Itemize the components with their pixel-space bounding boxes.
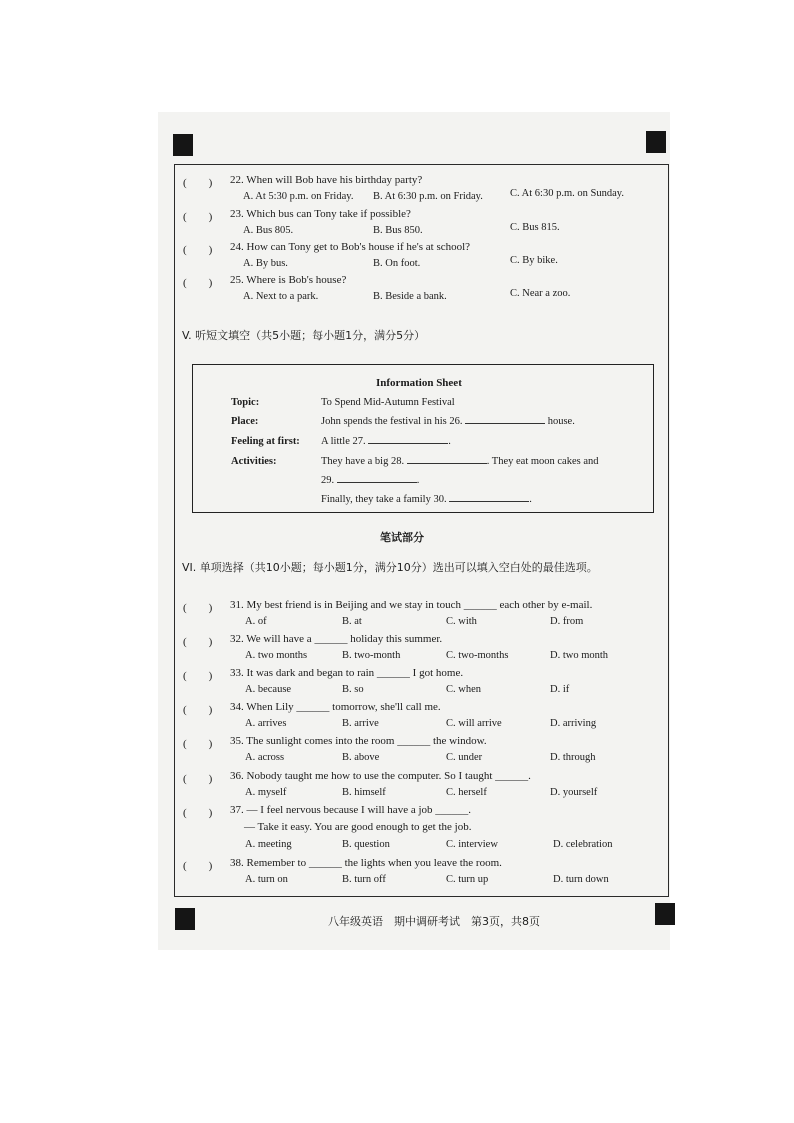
option-d: D. two month [550,650,609,661]
option-d: D. arriving [550,718,597,729]
question-35 [0,735,794,769]
option-a: A. Next to a park. [243,291,319,302]
information-sheet [192,364,654,513]
question-text: 31. My best friend is in Beijing and we stay in touch ______ each other by e-mail. [230,599,593,611]
question-text: 23. Which bus can Tony take if possible? [230,208,411,220]
place-label: Place: [231,416,259,427]
option-b: B. arrive [342,718,379,729]
answer-bracket[interactable]: ( ) [183,277,213,289]
question-33 [0,667,794,701]
question-34 [0,701,794,735]
answer-bracket[interactable]: ( ) [183,807,213,819]
question-text: 37. — I feel nervous because I will have a job ______. [230,804,472,816]
question-text: 22. When will Bob have his birthday party? [230,174,423,186]
option-a: A. two months [245,650,308,661]
question-36 [0,770,794,804]
topic-value [321,397,455,408]
answer-bracket[interactable]: ( ) [183,602,213,614]
answer-bracket[interactable]: ( ) [183,636,213,648]
option-a: A. By bus. [243,258,288,269]
line-29 [321,475,419,486]
section-5-title: V. 听短文填空（共5小题；每小题1分，满分5分） [182,329,426,342]
option-c: C. turn up [446,874,489,885]
feeling-value [321,436,451,447]
option-b: B. question [342,839,390,850]
option-b: B. Bus 850. [373,225,423,236]
option-b: B. himself [342,787,386,798]
topic-label: Topic: [231,397,260,408]
answer-bracket[interactable]: ( ) [183,704,213,716]
question-37 [0,804,794,854]
answer-bracket[interactable]: ( ) [183,670,213,682]
registration-mark-top-right [646,131,666,153]
option-b: B. turn off [342,874,386,885]
option-b: B. On foot. [373,258,421,269]
option-d: D. celebration [553,839,613,850]
line-30-after: . [529,494,532,505]
answer-bracket[interactable]: ( ) [183,177,213,189]
written-part-title: 笔试部分 [380,531,424,544]
dialogue-reply: — Take it easy. You are good enough to get the job. [244,821,472,833]
question-31 [0,599,794,633]
top-rule [174,164,668,165]
blank-27[interactable] [368,442,448,444]
line-30-text: Finally, they take a family 30. [321,494,447,505]
option-b: B. at [342,616,362,627]
option-b: B. two-month [342,650,401,661]
option-b: B. so [342,684,364,695]
blank-28[interactable] [407,462,487,464]
option-a: A. across [245,752,285,763]
answer-bracket[interactable]: ( ) [183,244,213,256]
information-sheet-heading: Information Sheet [376,377,462,389]
bottom-rule [174,896,668,897]
question-32 [0,633,794,667]
option-d: D. yourself [550,787,598,798]
activities-value [321,456,599,467]
question-24 [0,241,794,275]
option-b: B. At 6:30 p.m. on Friday. [373,191,483,202]
page-footer: 八年级英语 期中调研考试 第3页，共8页 [328,915,540,928]
activities-label: Activities: [231,456,277,467]
blank-29[interactable] [337,481,417,483]
option-c: C. herself [446,787,487,798]
question-text: 24. How can Tony get to Bob's house if he's at school? [230,241,471,253]
option-c: C. Bus 815. [510,222,560,233]
answer-bracket[interactable]: ( ) [183,211,213,223]
option-c: C. By bike. [510,255,558,266]
answer-bracket[interactable]: ( ) [183,860,213,872]
option-c: C. with [446,616,477,627]
registration-mark-top-left [173,134,193,156]
place-value [321,416,575,427]
option-c: C. At 6:30 p.m. on Sunday. [510,188,624,199]
activities-after: . They eat moon cakes and [486,456,599,467]
option-c: C. when [446,684,481,695]
option-a: A. of [245,616,267,627]
topic-text: To Spend Mid-Autumn Festival [321,397,455,408]
question-text: 38. Remember to ______ the lights when you leave the room. [230,857,502,869]
option-c: C. Near a zoo. [510,288,571,299]
question-25 [0,274,794,308]
option-a: A. because [245,684,292,695]
place-after: house. [547,416,575,427]
blank-30[interactable] [449,500,529,502]
question-text: 25. Where is Bob's house? [230,274,347,286]
option-d: D. from [550,616,584,627]
answer-bracket[interactable]: ( ) [183,738,213,750]
section-6-title: VI. 单项选择（共10小题；每小题1分，满分10分）选出可以填入空白处的最佳选项。 [182,561,598,574]
feeling-after: . [448,436,451,447]
option-a: A. meeting [245,839,292,850]
option-a: A. arrives [245,718,287,729]
option-a: A. turn on [245,874,288,885]
blank-26[interactable] [465,422,545,424]
registration-mark-bottom-right [655,903,675,925]
question-23 [0,208,794,242]
option-a: A. At 5:30 p.m. on Friday. [243,191,354,202]
question-text: 33. It was dark and began to rain ______ I got home. [230,667,464,679]
option-a: A. Bus 805. [243,225,294,236]
question-text: 35. The sunlight comes into the room ______ the window. [230,735,487,747]
option-c: C. interview [446,839,498,850]
option-d: D. if [550,684,570,695]
question-38 [0,857,794,891]
activities-text: They have a big 28. [321,456,405,467]
option-c: C. will arrive [446,718,502,729]
option-b: B. Beside a bank. [373,291,447,302]
option-d: D. turn down [553,874,609,885]
option-a: A. myself [245,787,287,798]
question-22 [0,174,794,208]
line-30 [321,494,532,505]
line-29-after: . [416,475,420,486]
question-text: 34. When Lily ______ tomorrow, she'll call me. [230,701,441,713]
option-b: B. above [342,752,380,763]
option-c: C. under [446,752,483,763]
feeling-label: Feeling at first: [231,436,300,447]
answer-bracket[interactable]: ( ) [183,773,213,785]
question-text: 32. We will have a ______ holiday this summer. [230,633,443,645]
registration-mark-bottom-left [175,908,195,930]
option-c: C. two-months [446,650,509,661]
line-29-text: 29. [321,475,335,486]
feeling-text: A little 27. [321,436,366,447]
place-text: John spends the festival in his 26. [321,416,463,427]
option-d: D. through [550,752,596,763]
question-text: 36. Nobody taught me how to use the computer. So I taught ______. [230,770,531,782]
